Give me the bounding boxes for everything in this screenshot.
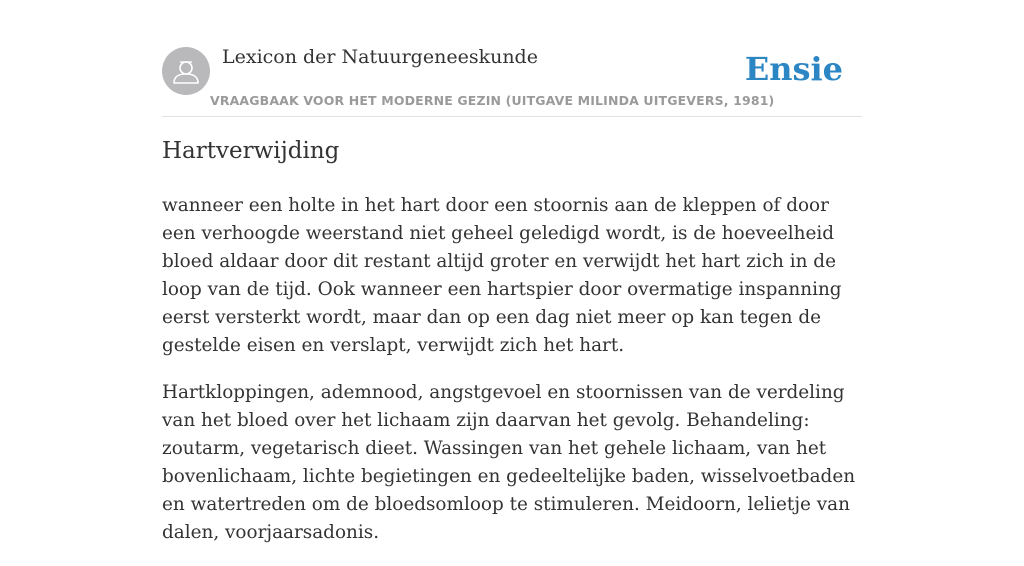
ensie-logo[interactable]: Ensie bbox=[744, 50, 843, 88]
source-title-link[interactable]: Lexicon der Natuurgeneeskunde bbox=[222, 46, 538, 68]
source-subtitle: VRAAGBAAK VOOR HET MODERNE GEZIN (UITGAVE MILINDA UITGEVERS, 1981) bbox=[210, 93, 775, 108]
entry-content bbox=[162, 192, 862, 566]
user-placeholder-icon[interactable] bbox=[162, 47, 210, 95]
entry-paragraph: Hartkloppingen, ademnood, angstgevoel en stoornissen van de verdeling van het bloed over het lichaam zijn daarvan het gevolg. Behandeling: zoutarm, vegetarisch dieet. Wassingen van het gehele lichaam, van het bovenlichaam, lichte begietingen en gedeeltelijke baden, wisselvoetbaden en watertreden om de bloedsomloop te stimuleren. Meidoorn, lelietje van dalen, voorjaarsadonis. bbox=[162, 382, 856, 543]
entry-title: Hartverwijding bbox=[162, 138, 340, 164]
source-header bbox=[162, 40, 862, 117]
entry-paragraph: wanneer een holte in het hart door een stoornis aan de kleppen of door een verhoogde weerstand niet geheel geledigd wordt, is de hoeveelheid bloed aldaar door dit restant altijd groter en verwijdt het hart zich in de loop van de tijd. Ook wanneer een hartspier door overmatige inspanning eerst versterkt wordt, maar dan op een dag niet meer op kan tegen de gestelde eisen en verslapt, verwijdt zich het hart. bbox=[162, 195, 842, 356]
